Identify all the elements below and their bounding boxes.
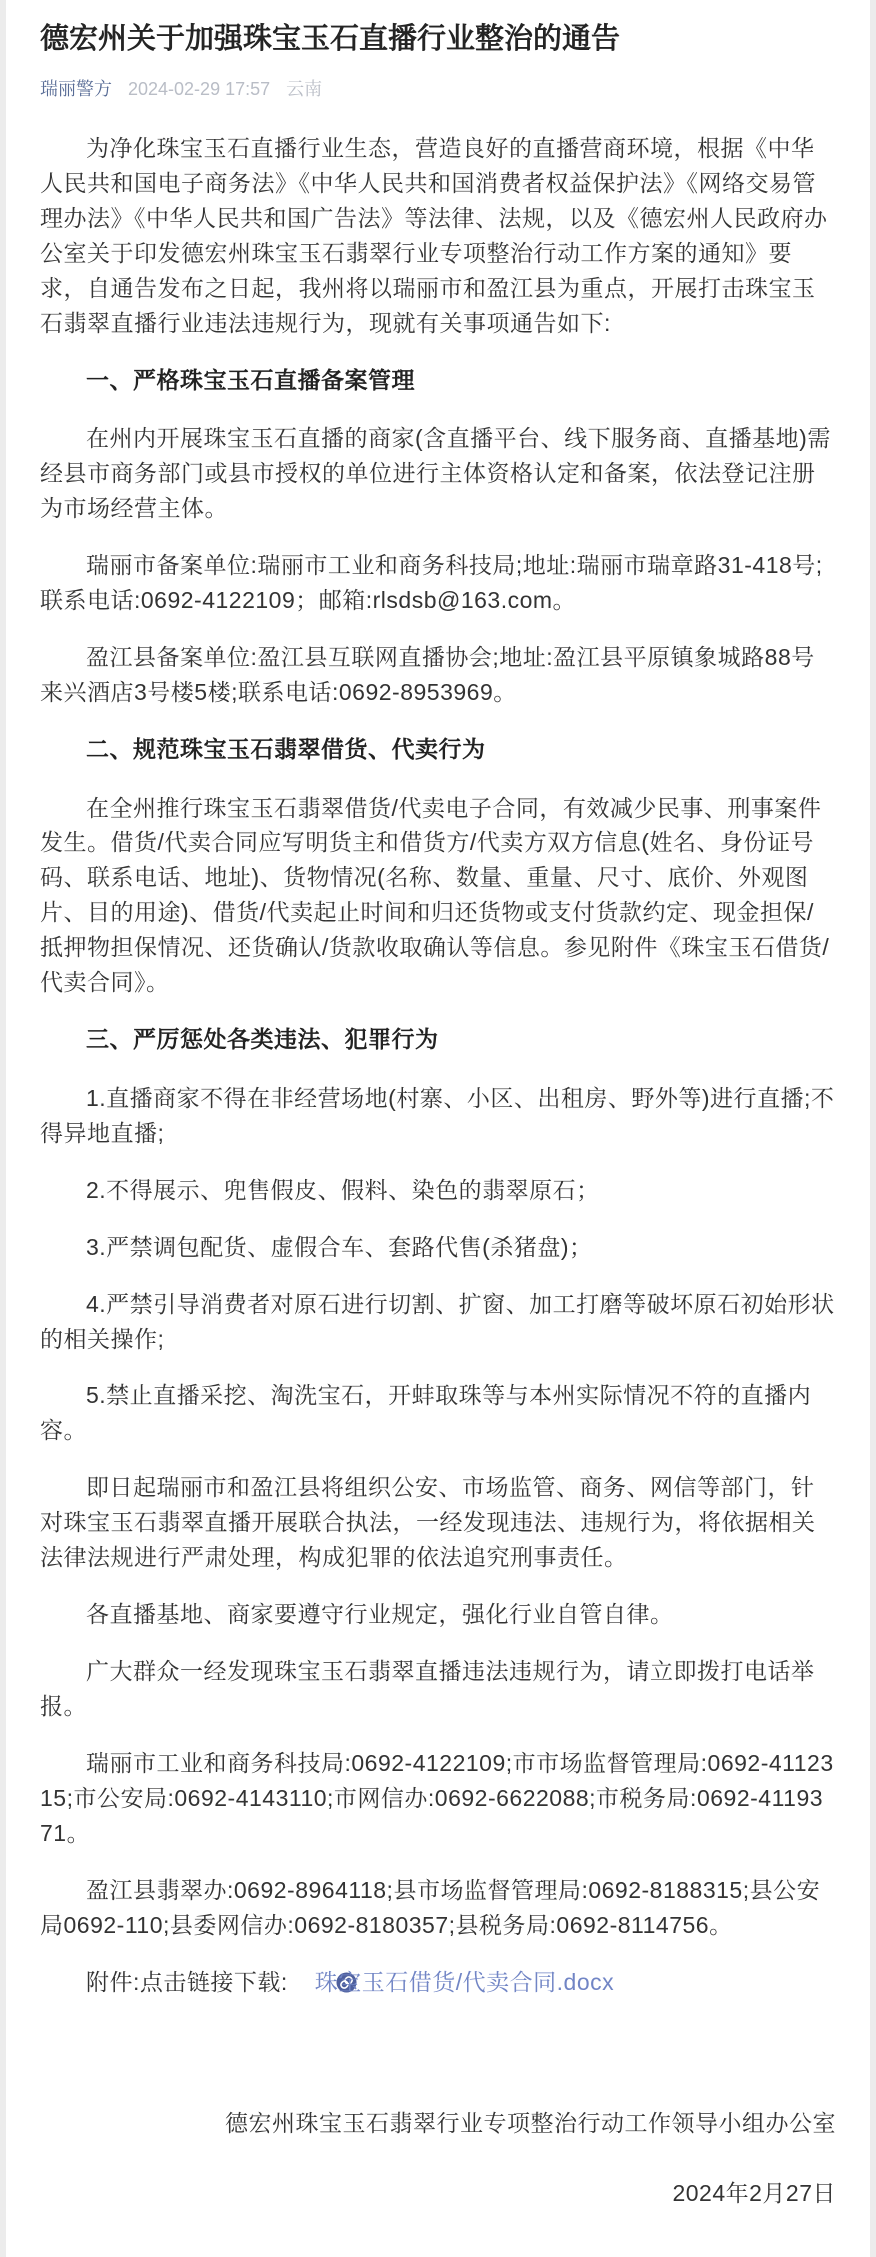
- page-title: 德宏州关于加强珠宝玉石直播行业整治的通告: [40, 23, 621, 55]
- author-name[interactable]: 瑞丽警方: [40, 79, 112, 100]
- attachment-prefix: 附件:点击链接下载:: [86, 1968, 288, 1995]
- issue-date: 2024年2月27日: [672, 2180, 836, 2207]
- publish-region: 云南: [286, 79, 323, 100]
- section-heading-1: 一、严格珠宝玉石直播备案管理: [86, 366, 415, 393]
- section-heading-3: 三、严厉惩处各类违法、犯罪行为: [86, 1026, 439, 1053]
- list-item-4: 4.严禁引导消费者对原石进行切割、扩窗、加工打磨等破坏原石初始形状的相关操作;: [40, 1290, 835, 1352]
- paragraph-contract-rules: 在全州推行珠宝玉石翡翠借货/代卖电子合同，有效减少民事、刑事案件发生。借货/代卖合同应写明货主和借货方/代卖方双方信息(姓名、身份证号码、联系电话、地址)、货物情况(名称、数量、重量、尺寸、底价、外观图片、目的用途)、借货/代卖起止时间和归还货物或支付货款约定、现金担保/抵押物担保情况、还货确认/货款收取确认等信息。参见附件《珠宝玉石借货/代卖合同》。: [40, 794, 830, 996]
- paragraph-ruili-hotlines: 瑞丽市工业和商务科技局:0692-4122109;市市场监督管理局:0692-4112315;市公安局:0692-4143110;市网信办:0692-6622088;市税务局:0692-4119371。: [40, 1750, 834, 1846]
- article-body: [40, 131, 836, 2022]
- attachment-line: [40, 1965, 836, 2000]
- paragraph-report-call: 广大群众一经发现珠宝玉石翡翠直播违法违规行为，请立即拨打电话举报。: [40, 1658, 815, 1720]
- list-item-1: 1.直播商家不得在非经营场地(村寨、小区、出租房、野外等)进行直播;不得异地直播;: [40, 1084, 835, 1146]
- byline: [40, 75, 836, 101]
- paragraph-yingjiang-registration: 盈江县备案单位:盈江县互联网直播协会;地址:盈江县平原镇象城路88号来兴酒店3号楼5楼;联系电话:0692-8953969。: [40, 644, 815, 706]
- paragraph-yingjiang-hotlines: 盈江县翡翠办:0692-8964118;县市场监督管理局:0692-8188315;县公安局0692-110;县委网信办:0692-8180357;县税务局:0692-8114756。: [40, 1876, 821, 1938]
- paragraph-enforcement: 即日起瑞丽市和盈江县将组织公安、市场监管、商务、网信等部门，针对珠宝玉石翡翠直播开展联合执法，一经发现违法、违规行为，将依据相关法律法规进行严肃处理，构成犯罪的依法追究刑事责任。: [40, 1474, 816, 1571]
- paragraph: 在州内开展珠宝玉石直播的商家(含直播平台、线下服务商、直播基地)需经县市商务部门或县市授权的单位进行主体资格认定和备案，依法登记注册为市场经营主体。: [40, 425, 831, 522]
- list-item-3: 3.严禁调包配货、虚假合车、套路代售(杀猪盘)；: [86, 1233, 593, 1260]
- list-item-2: 2.不得展示、兜售假皮、假料、染色的翡翠原石；: [86, 1176, 600, 1203]
- attachment-download-link[interactable]: 珠宝玉石借货/代卖合同.docx: [314, 1968, 615, 1995]
- section-heading-2: 二、规范珠宝玉石翡翠借货、代卖行为: [86, 736, 486, 763]
- paragraph-ruili-registration: 瑞丽市备案单位:瑞丽市工业和商务科技局;地址:瑞丽市瑞章路31-418号;联系电话:0692-4122109；邮箱:rlsdsb@163.com。: [40, 552, 823, 614]
- chain-link-icon[interactable]: [290, 1968, 311, 1989]
- paragraph-intro: 为净化珠宝玉石直播行业生态，营造良好的直播营商环境，根据《中华人民共和国电子商务法》《中华人民共和国消费者权益保护法》《网络交易管理办法》《中华人民共和国广告法》等法律、法规，以及《德宏州人民政府办公室关于印发德宏州珠宝玉石翡翠行业专项整治行动工作方案的通知》要求，自通告发布之日起，我州将以瑞丽市和盈江县为重点，开展打击珠宝玉石翡翠直播行业违法违规行为，现就有关事项通告如下:: [40, 135, 828, 336]
- list-item-5: 5.禁止直播采挖、淘洗宝石，开蚌取珠等与本州实际情况不符的直播内容。: [40, 1382, 812, 1444]
- article-footer: [40, 2106, 836, 2211]
- publish-datetime: 2024-02-29 17:57: [128, 79, 271, 100]
- paragraph-self-discipline: 各直播基地、商家要遵守行业规定，强化行业自管自律。: [86, 1601, 674, 1628]
- article-page: [6, 0, 870, 2257]
- issuing-organization: 德宏州珠宝玉石翡翠行业专项整治行动工作领导小组办公室: [225, 2109, 836, 2136]
